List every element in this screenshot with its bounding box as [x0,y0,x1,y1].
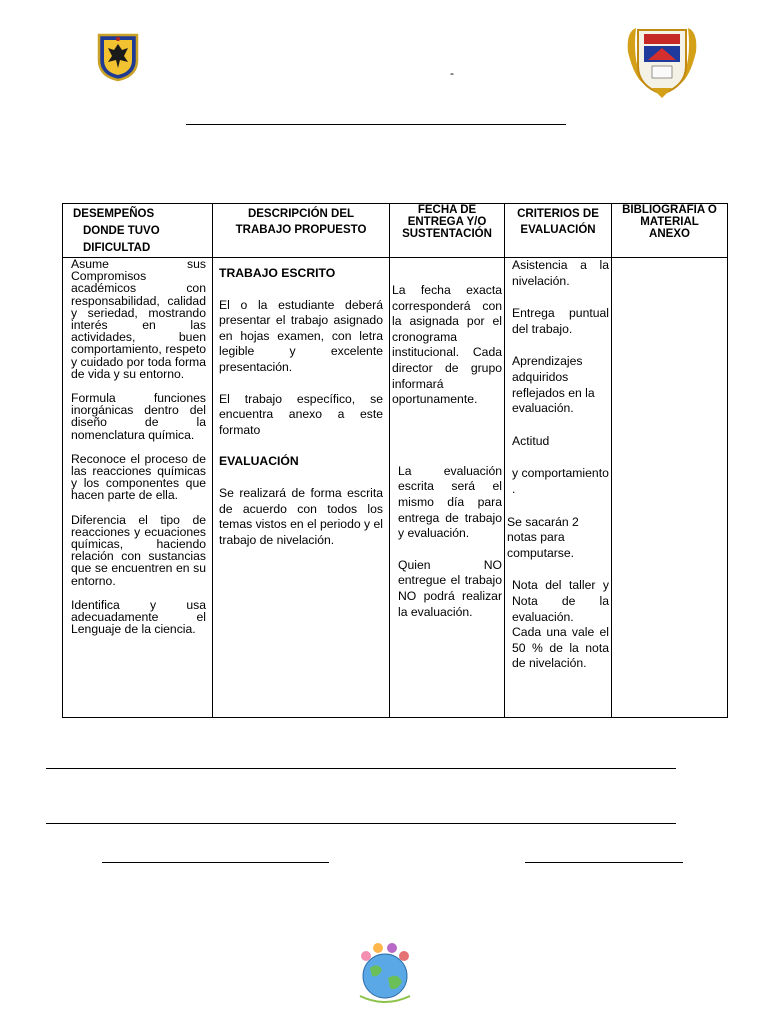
criteria-paragraph: y comportamiento . [512,466,609,496]
table-body-row [63,258,728,718]
header-criteria [505,204,612,258]
criteria-paragraph: Actitud [512,433,550,448]
performance-item: Reconoce el proceso de las reacciones químicas y los componentes que hacen parte de ella. [71,451,206,503]
note-line-2 [46,823,676,824]
date-paragraph: Quien NO entregue el trabajo NO podrá realizar la evaluación. [398,557,502,619]
date-paragraph: La fecha exacta corresponderá con la asignada por el cronograma institucional. Cada director de grupo informará oportunamente. [392,283,502,407]
evaluation-title: EVALUACIÓN [219,454,299,469]
date-cell [390,258,505,718]
criteria-cell [505,258,612,718]
header-bibliography-line3: ANEXO [649,228,690,240]
coat-of-arms-logo [96,32,140,82]
written-work-title: TRABAJO ESCRITO [219,266,336,280]
header-description-line1: DESCRIPCIÓN DEL [247,208,355,220]
performance-item: Identifica y usa adecuadamente el Lenguaje de la ciencia. [71,597,206,637]
criteria-paragraph: Nota del taller y Nota de la evaluación. [512,578,609,624]
performance-item: Formula funciones inorgánicas dentro del diseño de la nomenclatura química. [71,391,206,442]
signature-line-right [525,862,683,863]
criteria-paragraph: Se sacarán 2 notas para computarse. [507,514,579,560]
signature-line-left [102,862,329,863]
header-dash: - [450,66,454,80]
header-bibliography [612,204,728,258]
header-bibliography-line2: MATERIAL [640,216,699,228]
criteria-paragraph: Cada una vale el 50 % de la nota de nivelación. [512,625,609,671]
header-performance [63,204,213,258]
table-header-row [63,204,728,258]
criteria-paragraph: Entrega puntual del trabajo. [512,306,609,336]
description-paragraph: El trabajo específico, se encuentra anexo a este formato [219,391,383,437]
header-description [213,204,390,258]
header-criteria-line1: CRITERIOS DE [517,208,599,220]
performance-item: Diferencia el tipo de reacciones y ecuaciones químicas, haciendo relación con sustancias que se encuentren en su entorno. [71,512,206,588]
date-paragraph: La evaluación escrita será el mismo día para entrega de trabajo y evaluación. [398,463,502,541]
header-performance-line2: DONDE TUVO [83,225,160,237]
header-performance-line1: DESEMPEÑOS [73,208,155,220]
header-performance-line3: DIFICULTAD [83,242,151,254]
header-bibliography-line1: BIBLIOGRAFIA O [622,204,717,216]
header-date-line3: SUSTENTACIÓN [402,228,492,240]
header-date-line1: FECHA DE [417,204,477,216]
criteria-paragraph: Asistencia a la nivelación. [512,258,609,288]
header-date-line2: ENTREGA Y/O [407,216,487,228]
performance-cell [63,258,213,718]
title-underline [186,124,566,125]
description-cell [213,258,390,718]
header-description-line2: TRABAJO PROPUESTO [235,224,367,236]
header-date [390,204,505,258]
note-line-1 [46,768,676,769]
description-paragraph: El o la estudiante deberá presentar el trabajo asignado en hojas examen, con letra legible y excelente presentación. [219,297,383,374]
bibliography-cell [612,258,728,718]
school-crest-logo [624,22,700,102]
recovery-plan-table [62,203,728,718]
globe-children-logo [352,938,418,1008]
criteria-paragraph: Aprendizajes adquiridos reflejados en la evaluación. [512,354,595,416]
header-criteria-line2: EVALUACIÓN [520,224,596,236]
description-paragraph: Se realizará de forma escrita de acuerdo con todos los temas vistos en el periodo y el trabajo de nivelación. [219,485,383,547]
performance-item: Asume sus Compromisos académicos con responsabilidad, calidad y seriedad, mostrando interés en las actividades, buen comportamiento, respeto y cuidado por toda forma de vida y su entorno. [71,257,206,381]
